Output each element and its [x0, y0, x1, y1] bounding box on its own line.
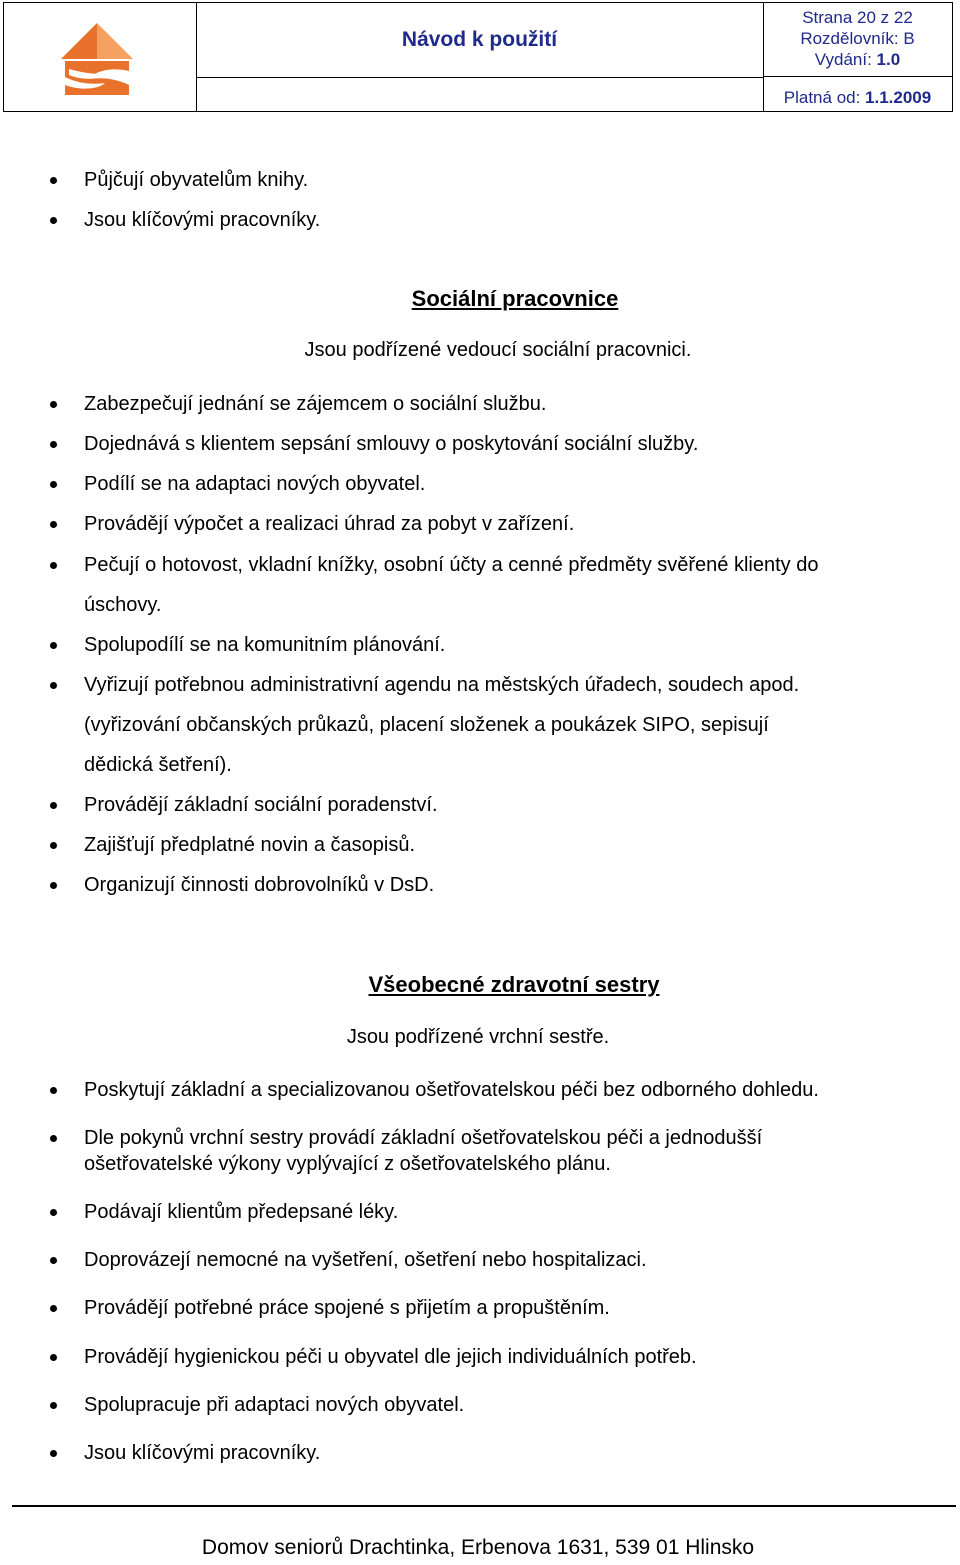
- list-item: Pečují o hotovost, vkladní knížky, osobní účty a cenné předměty svěřené klienty do: [84, 554, 819, 576]
- bullet-icon: [50, 217, 57, 224]
- document-meta: [763, 3, 952, 77]
- bullet-icon: [50, 562, 57, 569]
- bullet-icon: [50, 481, 57, 488]
- list-item: Podílí se na adaptaci nových obyvatel.: [84, 473, 426, 495]
- list-item-continuation: dědická šetření).: [84, 754, 232, 776]
- bullet-icon: [50, 401, 57, 408]
- valid-from: [763, 77, 952, 111]
- section-subtitle-nurses: Jsou podřízené vrchní sestře.: [346, 1026, 610, 1048]
- list-item: Provádějí výpočet a realizaci úhrad za pobyt v zařízení.: [84, 513, 575, 535]
- list-item: Půjčují obyvatelům knihy.: [84, 169, 309, 191]
- document-title-cell: [196, 3, 764, 78]
- distribution: Rozdělovník: B: [800, 29, 915, 48]
- list-item: Vyřizují potřebnou administrativní agendu na městských úřadech, soudech apod.: [84, 674, 800, 696]
- list-item: Jsou klíčovými pracovníky.: [84, 209, 321, 231]
- bullet-icon: [50, 441, 57, 448]
- bullet-icon: [50, 802, 57, 809]
- edition-value: 1.0: [876, 50, 901, 69]
- list-item: Podávají klientům předepsané léky.: [84, 1201, 399, 1223]
- logo-cell: [4, 3, 197, 111]
- list-item: Dojednává s klientem sepsání smlouvy o poskytování sociální služby.: [84, 433, 699, 455]
- edition-label: Vydání:: [814, 50, 877, 69]
- bullet-icon: [50, 1402, 57, 1409]
- footer-divider: [12, 1505, 956, 1507]
- list-item-continuation: ošetřovatelské výkony vyplývající z ošetřovatelského plánu.: [84, 1153, 611, 1175]
- organization-logo: [59, 21, 135, 97]
- section-heading-nurses: Všeobecné zdravotní sestry: [368, 972, 660, 997]
- valid-value: 1.1.2009: [865, 88, 932, 107]
- list-item: Zajišťují předplatné novin a časopisů.: [84, 834, 416, 856]
- list-item: Jsou klíčovými pracovníky.: [84, 1442, 321, 1464]
- bullet-icon: [50, 882, 57, 889]
- document-title: Návod k použití: [401, 28, 558, 51]
- header-blank-cell: [196, 77, 764, 111]
- list-item-continuation: úschovy.: [84, 594, 162, 616]
- list-item: Spolupracuje při adaptaci nových obyvatel.: [84, 1394, 465, 1416]
- bullet-icon: [50, 682, 57, 689]
- bullet-icon: [50, 1257, 57, 1264]
- list-item: Organizují činnosti dobrovolníků v DsD.: [84, 874, 435, 896]
- list-item: Poskytují základní a specializovanou ošetřovatelskou péči bez odborného dohledu.: [84, 1079, 819, 1101]
- bullet-icon: [50, 1209, 57, 1216]
- bullet-icon: [50, 1450, 57, 1457]
- list-item-continuation: (vyřizování občanských průkazů, placení složenek a poukázek SIPO, sepisují: [84, 714, 769, 736]
- list-item: Provádějí potřebné práce spojené s přijetím a propuštěním.: [84, 1297, 610, 1319]
- list-item: Dle pokynů vrchní sestry provádí základní ošetřovatelskou péči a jednodušší: [84, 1127, 763, 1149]
- bullet-icon: [50, 1135, 57, 1142]
- list-item: Zabezpečují jednání se zájemcem o sociální službu.: [84, 393, 547, 415]
- bullet-icon: [50, 521, 57, 528]
- valid-label: Platná od:: [783, 88, 866, 107]
- bullet-icon: [50, 1354, 57, 1361]
- list-item: Provádějí hygienickou péči u obyvatel dle jejich individuálních potřeb.: [84, 1346, 697, 1368]
- list-item: Provádějí základní sociální poradenství.: [84, 794, 438, 816]
- document-header: [3, 2, 953, 112]
- list-item: Doprovázejí nemocné na vyšetření, ošetření nebo hospitalizaci.: [84, 1249, 647, 1271]
- bullet-icon: [50, 1087, 57, 1094]
- section-heading-social: Sociální pracovnice: [411, 286, 619, 311]
- edition: [763, 49, 952, 70]
- bullet-icon: [50, 177, 57, 184]
- page-footer: Domov seniorů Drachtinka, Erbenova 1631, 539 01 Hlinsko: [201, 1536, 755, 1559]
- list-item: Spolupodílí se na komunitním plánování.: [84, 634, 446, 656]
- section-subtitle-social: Jsou podřízené vedoucí sociální pracovnici.: [304, 339, 692, 361]
- bullet-icon: [50, 1305, 57, 1312]
- bullet-icon: [50, 842, 57, 849]
- page-number: Strana 20 z 22: [802, 8, 913, 27]
- bullet-icon: [50, 642, 57, 649]
